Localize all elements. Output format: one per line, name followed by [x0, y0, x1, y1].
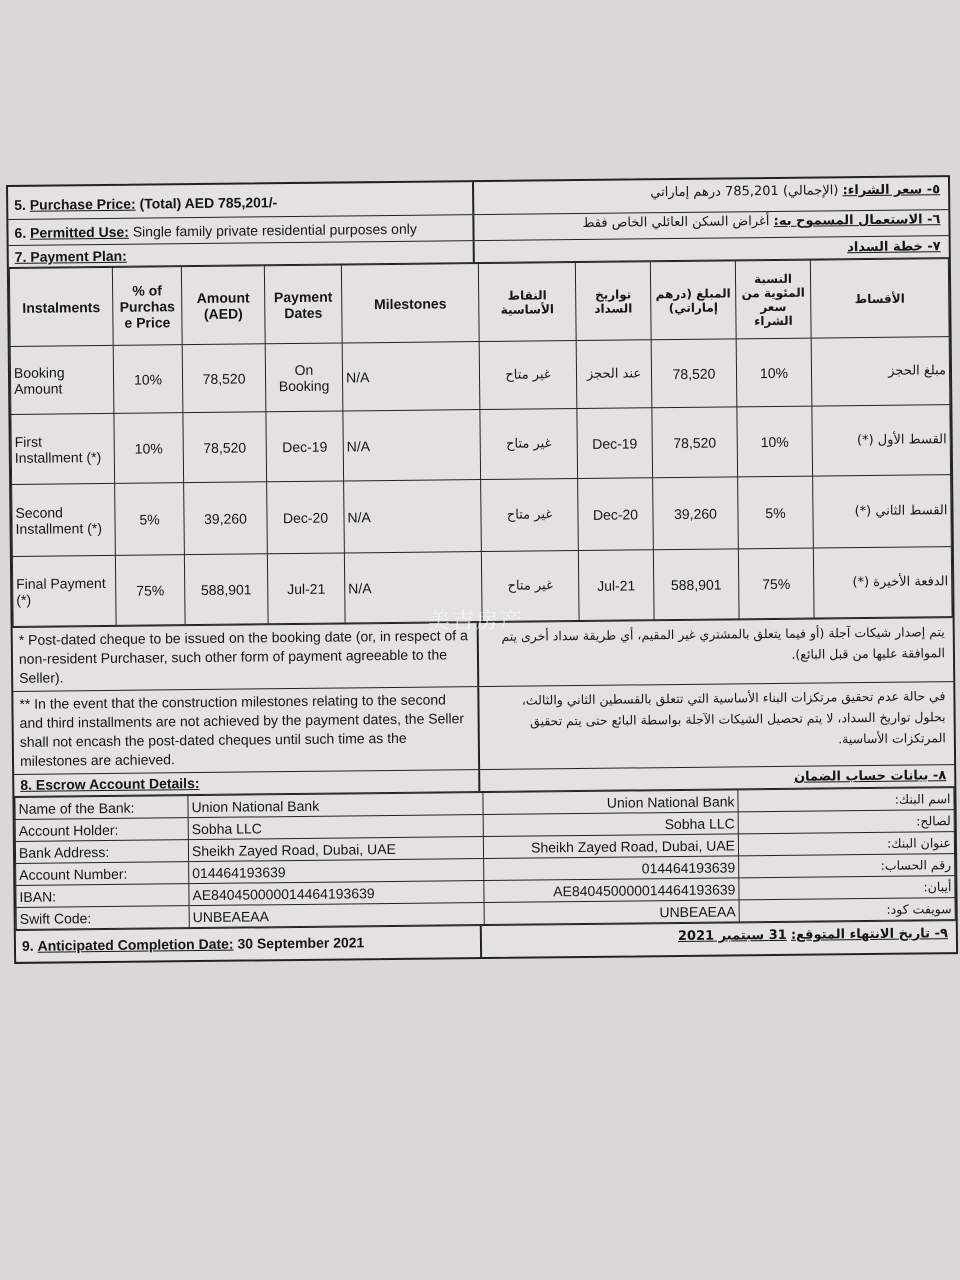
- header-amount: Amount (AED): [181, 266, 265, 345]
- instalment-milestone-ar: غير متاح: [479, 341, 577, 410]
- bank-field-value: UNBEAEAA: [189, 903, 484, 928]
- bank-field-label: Swift Code:: [16, 906, 189, 930]
- instalment-amount-ar: 78,520: [651, 339, 737, 408]
- instalment-percent-ar: 75%: [738, 548, 814, 619]
- bank-field-label: Bank Address:: [15, 840, 188, 864]
- instalment-name-ar: القسط الثاني (*): [813, 475, 952, 548]
- header-instalments-ar: الأقساط: [810, 259, 949, 338]
- bank-field-label: Account Holder:: [15, 818, 188, 842]
- bank-field-value-ar: Sobha LLC: [483, 812, 738, 837]
- instalment-amount-ar: 78,520: [652, 407, 738, 478]
- bank-field-value-ar: AE840450000014464193639: [484, 878, 739, 903]
- instalment-name: Second Installment (*): [12, 483, 116, 556]
- bank-field-label-ar: سويفت كود:: [739, 898, 955, 922]
- instalment-milestone: N/A: [343, 410, 481, 481]
- permitted-use-value-ar: أغراض السكن العائلي الخاص فقط: [582, 214, 770, 231]
- bank-field-value: Sobha LLC: [188, 815, 483, 840]
- header-dates-ar: تواريخ السداد: [575, 262, 651, 341]
- instalment-amount-ar: 588,901: [653, 549, 739, 620]
- watermark: 美吉房产: [428, 609, 525, 634]
- instalment-percent: 10%: [114, 413, 184, 484]
- instalment-name: Booking Amount: [10, 345, 114, 414]
- instalment-name-ar: القسط الأول (*): [812, 405, 951, 476]
- note-ar: في حالة عدم تحقيق مرتكزات البناء الأساسية التي تتعلق بالقسطين الثاني والثالث، بحلول تواريخ السداد، لا يتم تحصيل الشيكات الآجلة بواسطة البائع حتى يتم تحقيق المرتكزات الأساسية.: [521, 688, 946, 747]
- instalment-milestone: N/A: [344, 552, 482, 623]
- bank-field-label-ar: عنوان البنك:: [738, 832, 954, 856]
- completion-date-value-ar: 31 سبتمبر 2021: [677, 927, 787, 945]
- instalment-percent-ar: 10%: [736, 338, 812, 407]
- payment-plan-table: [9, 258, 953, 627]
- header-percent: % of Purchas e Price: [112, 267, 182, 346]
- instalment-amount-ar: 39,260: [653, 477, 739, 550]
- document-sheet: [6, 175, 958, 964]
- header-instalments: Instalments: [9, 267, 113, 346]
- instalment-name-ar: مبلغ الحجز: [811, 337, 950, 406]
- note-en: * Post-dated cheque to be issued on the booking date (or, in respect of a non-resident Purchaser, such other form of payment agreeable to the Seller).: [13, 623, 480, 691]
- permitted-use-value: Single family private residential purposes only: [132, 220, 417, 240]
- bank-field-label-ar: أيبان:: [739, 876, 955, 900]
- bank-field-label: Account Number:: [16, 862, 189, 886]
- purchase-price-value: (Total) AED 785,201/-: [139, 194, 278, 212]
- table-row: [12, 475, 952, 557]
- instalment-percent: 75%: [115, 555, 185, 626]
- instalment-milestone-ar: غير متاح: [481, 479, 579, 552]
- bank-field-value-ar: Union National Bank: [483, 790, 738, 815]
- bank-field-value: 014464193639: [189, 859, 484, 884]
- instalment-milestone-ar: غير متاح: [480, 409, 578, 480]
- instalment-percent: 5%: [115, 483, 185, 556]
- purchase-price-label: Purchase Price:: [29, 195, 136, 213]
- bank-field-label: Name of the Bank:: [15, 796, 188, 820]
- instalment-amount: 78,520: [182, 344, 266, 413]
- bank-field-label-ar: لصالح:: [738, 810, 954, 834]
- instalment-amount: 78,520: [183, 412, 267, 483]
- header-amount-ar: المبلغ (درهم إماراتي): [650, 261, 736, 340]
- instalment-name: First Installment (*): [11, 413, 115, 484]
- header-percent-ar: النسبة المئوية من سعر الشراء: [735, 260, 811, 339]
- purchase-price-value-ar: (الإجمالي) 785,201 درهم إماراتي: [650, 183, 839, 201]
- instalment-milestone: N/A: [344, 480, 482, 553]
- completion-date-label-ar: ٩- تاريخ الانتهاء المتوقع:: [790, 926, 948, 943]
- sec6-num: 6.: [14, 224, 27, 241]
- sec9-num: 9.: [21, 937, 34, 954]
- permitted-use-label: Permitted Use:: [29, 223, 129, 241]
- instalment-date: Dec-20: [267, 481, 345, 554]
- bank-field-value: Union National Bank: [188, 793, 483, 818]
- bank-field-value: AE840450000014464193639: [189, 881, 484, 906]
- completion-date-value: 30 September 2021: [237, 934, 365, 952]
- instalment-percent-ar: 5%: [738, 476, 814, 549]
- header-payment-dates: Payment Dates: [264, 265, 342, 344]
- bank-field-value-ar: UNBEAEAA: [484, 900, 739, 925]
- instalment-name-ar: الدفعة الأخيرة (*): [813, 547, 952, 618]
- instalment-date-ar: Dec-20: [578, 478, 654, 551]
- instalment-date: Jul-21: [267, 553, 345, 624]
- instalment-date: On Booking: [265, 343, 343, 412]
- payment-plan-label: 7. Payment Plan:: [14, 247, 127, 265]
- bank-field-value-ar: Sheikh Zayed Road, Dubai, UAE: [483, 834, 738, 859]
- table-row: [10, 337, 950, 415]
- bank-field-value: Sheikh Zayed Road, Dubai, UAE: [188, 837, 483, 862]
- instalment-amount: 588,901: [184, 554, 268, 625]
- table-row: [11, 405, 951, 485]
- purchase-price-label-ar: ٥- سعر الشراء:: [842, 182, 941, 199]
- note-milestones: [13, 682, 954, 775]
- bank-field-label-ar: رقم الحساب:: [739, 854, 955, 878]
- bank-field-value-ar: 014464193639: [484, 856, 739, 881]
- bank-field-label-ar: اسم البنك:: [738, 788, 954, 812]
- escrow-label: 8. Escrow Account Details:: [20, 775, 200, 793]
- instalment-percent-ar: 10%: [737, 406, 813, 477]
- bank-field-label: IBAN:: [16, 884, 189, 908]
- sec5-num: 5.: [14, 196, 26, 213]
- escrow-table: [14, 787, 955, 930]
- instalment-date: Dec-19: [266, 411, 344, 482]
- instalment-milestone-ar: غير متاح: [481, 551, 579, 622]
- instalment-milestone: N/A: [342, 342, 480, 411]
- completion-date-label: Anticipated Completion Date:: [37, 935, 234, 954]
- payment-plan-label-ar: ٧- خطة السداد: [847, 239, 941, 256]
- escrow-label-ar: ٨- بيانات حساب الضمان: [793, 768, 947, 785]
- instalment-name: Final Payment (*): [12, 555, 116, 626]
- note-ar: يتم إصدار شيكات آجلة (أو فيما يتعلق بالمشتري غير المقيم، أي طريقة سداد أخرى يتم الموافقة عليها من قبل البائع).: [501, 624, 946, 662]
- payment-header-row: [9, 259, 949, 347]
- permitted-use-label-ar: ٦- الاستعمال المسموح به:: [773, 212, 941, 229]
- header-milestones: Milestones: [341, 264, 479, 343]
- instalment-date-ar: Dec-19: [577, 408, 653, 479]
- header-milestones-ar: النقاط الأساسية: [478, 263, 576, 342]
- instalment-amount: 39,260: [184, 482, 268, 555]
- note-en: ** In the event that the construction milestones relating to the second and third installments are not achieved by the payment dates, the Seller shall not encash the post-dated cheques until such time as the milestones are achieved.: [13, 687, 480, 774]
- instalment-percent: 10%: [113, 345, 183, 414]
- instalment-date-ar: عند الحجز: [576, 340, 652, 409]
- instalment-date-ar: Jul-21: [578, 550, 654, 621]
